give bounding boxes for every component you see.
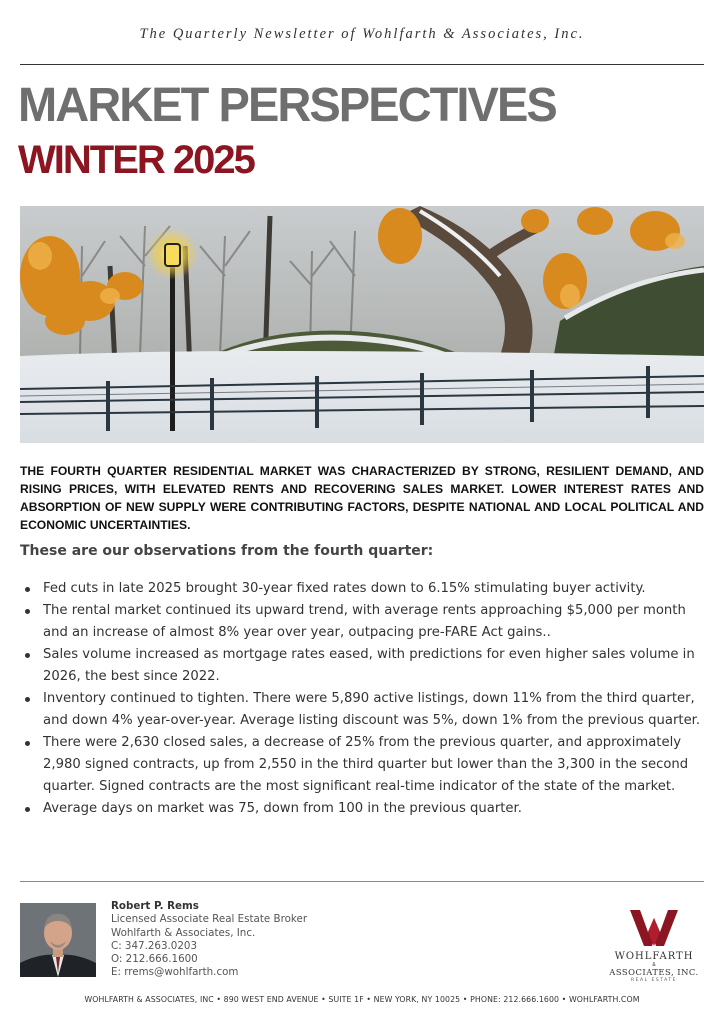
list-item bbox=[20, 578, 710, 600]
list-item bbox=[20, 600, 710, 644]
bullet-icon bbox=[25, 741, 30, 746]
observation-text: The rental market continued its upward trend, with average rents approaching $5,000 per month and an increase of almost 8% year over year, outpacing pre-FARE Act gains.. bbox=[43, 603, 686, 640]
list-item bbox=[20, 732, 710, 798]
observation-text: Average days on market was 75, down from 100 in the previous quarter. bbox=[43, 801, 522, 816]
observation-text: Sales volume increased as mortgage rates eased, with predictions for even higher sales volume in 2026, the best since 2022. bbox=[43, 647, 695, 684]
bullet-icon bbox=[25, 697, 30, 702]
issue-subtitle: WINTER 2025 bbox=[18, 138, 254, 182]
contact-card bbox=[111, 900, 307, 980]
avatar bbox=[20, 903, 96, 977]
contact-office[interactable]: O: 212.666.1600 bbox=[111, 953, 198, 966]
bottom-divider bbox=[20, 881, 704, 882]
contact-company: Wohlfarth & Associates, Inc. bbox=[111, 926, 256, 939]
list-item bbox=[20, 798, 710, 820]
logo-wordmark-2: ASSOCIATES, INC. bbox=[609, 967, 699, 977]
footer-address: WOHLFARTH & ASSOCIATES, INC • 890 WEST END AVENUE • SUITE 1F • NEW YORK, NY 10025 • PHONE: 212.666.1600 • WOHLFARTH.COM bbox=[84, 995, 640, 1004]
logo-subtitle: REAL ESTATE bbox=[631, 978, 677, 983]
bullet-icon bbox=[25, 807, 30, 812]
list-item bbox=[20, 644, 710, 688]
list-item bbox=[20, 688, 710, 732]
observations-list bbox=[20, 578, 710, 820]
logo-ampersand: & bbox=[652, 962, 656, 968]
bullet-icon bbox=[25, 653, 30, 658]
bullet-icon bbox=[25, 609, 30, 614]
page-title: MARKET PERSPECTIVES bbox=[18, 79, 556, 132]
observation-text: There were 2,630 closed sales, a decrease of 25% from the previous quarter, and approximately 2,980 signed contracts, up from 2,550 in the third quarter but lower than the 3,300 in the second quarter. Signed contracts are the most significant real-time indicator of the state of the market. bbox=[43, 735, 689, 794]
contact-name: Robert P. Rems bbox=[111, 900, 199, 912]
observation-text: Fed cuts in late 2025 brought 30-year fixed rates down to 6.15% stimulating buyer activity. bbox=[43, 581, 646, 596]
newsletter-tagline: The Quarterly Newsletter of Wohlfarth & Associates, Inc. bbox=[139, 26, 585, 42]
winter-park-photo bbox=[20, 206, 704, 443]
contact-email[interactable]: E: rrems@wohlfarth.com bbox=[111, 966, 239, 979]
lead-summary: THE FOURTH QUARTER RESIDENTIAL MARKET WAS CHARACTERIZED BY STRONG, RESILIENT DEMAND, AND RISING PRICES, WITH ELEVATED RENTS AND RECOVERING SALES MARKET. LOWER INTEREST RATES AND ABSORPTION OF NEW SUPPLY WERE CONTRIBUTING FACTORS, DESPITE NATIONAL AND LOCAL POLITICAL AND ECONOMIC UNCERTAINTIES. bbox=[20, 464, 704, 532]
bullet-icon bbox=[25, 587, 30, 592]
observations-heading: These are our observations from the fourth quarter: bbox=[20, 543, 434, 559]
observation-text: Inventory continued to tighten. There were 5,890 active listings, down 11% from the third quarter, and down 4% year-over-year. Average listing discount was 5%, down 1% from the previous quarter. bbox=[43, 691, 701, 728]
logo-wordmark: WOHLFARTH bbox=[614, 951, 694, 962]
contact-role: Licensed Associate Real Estate Broker bbox=[111, 913, 308, 926]
top-divider bbox=[20, 64, 704, 65]
contact-cell[interactable]: C: 347.263.0203 bbox=[111, 939, 197, 952]
